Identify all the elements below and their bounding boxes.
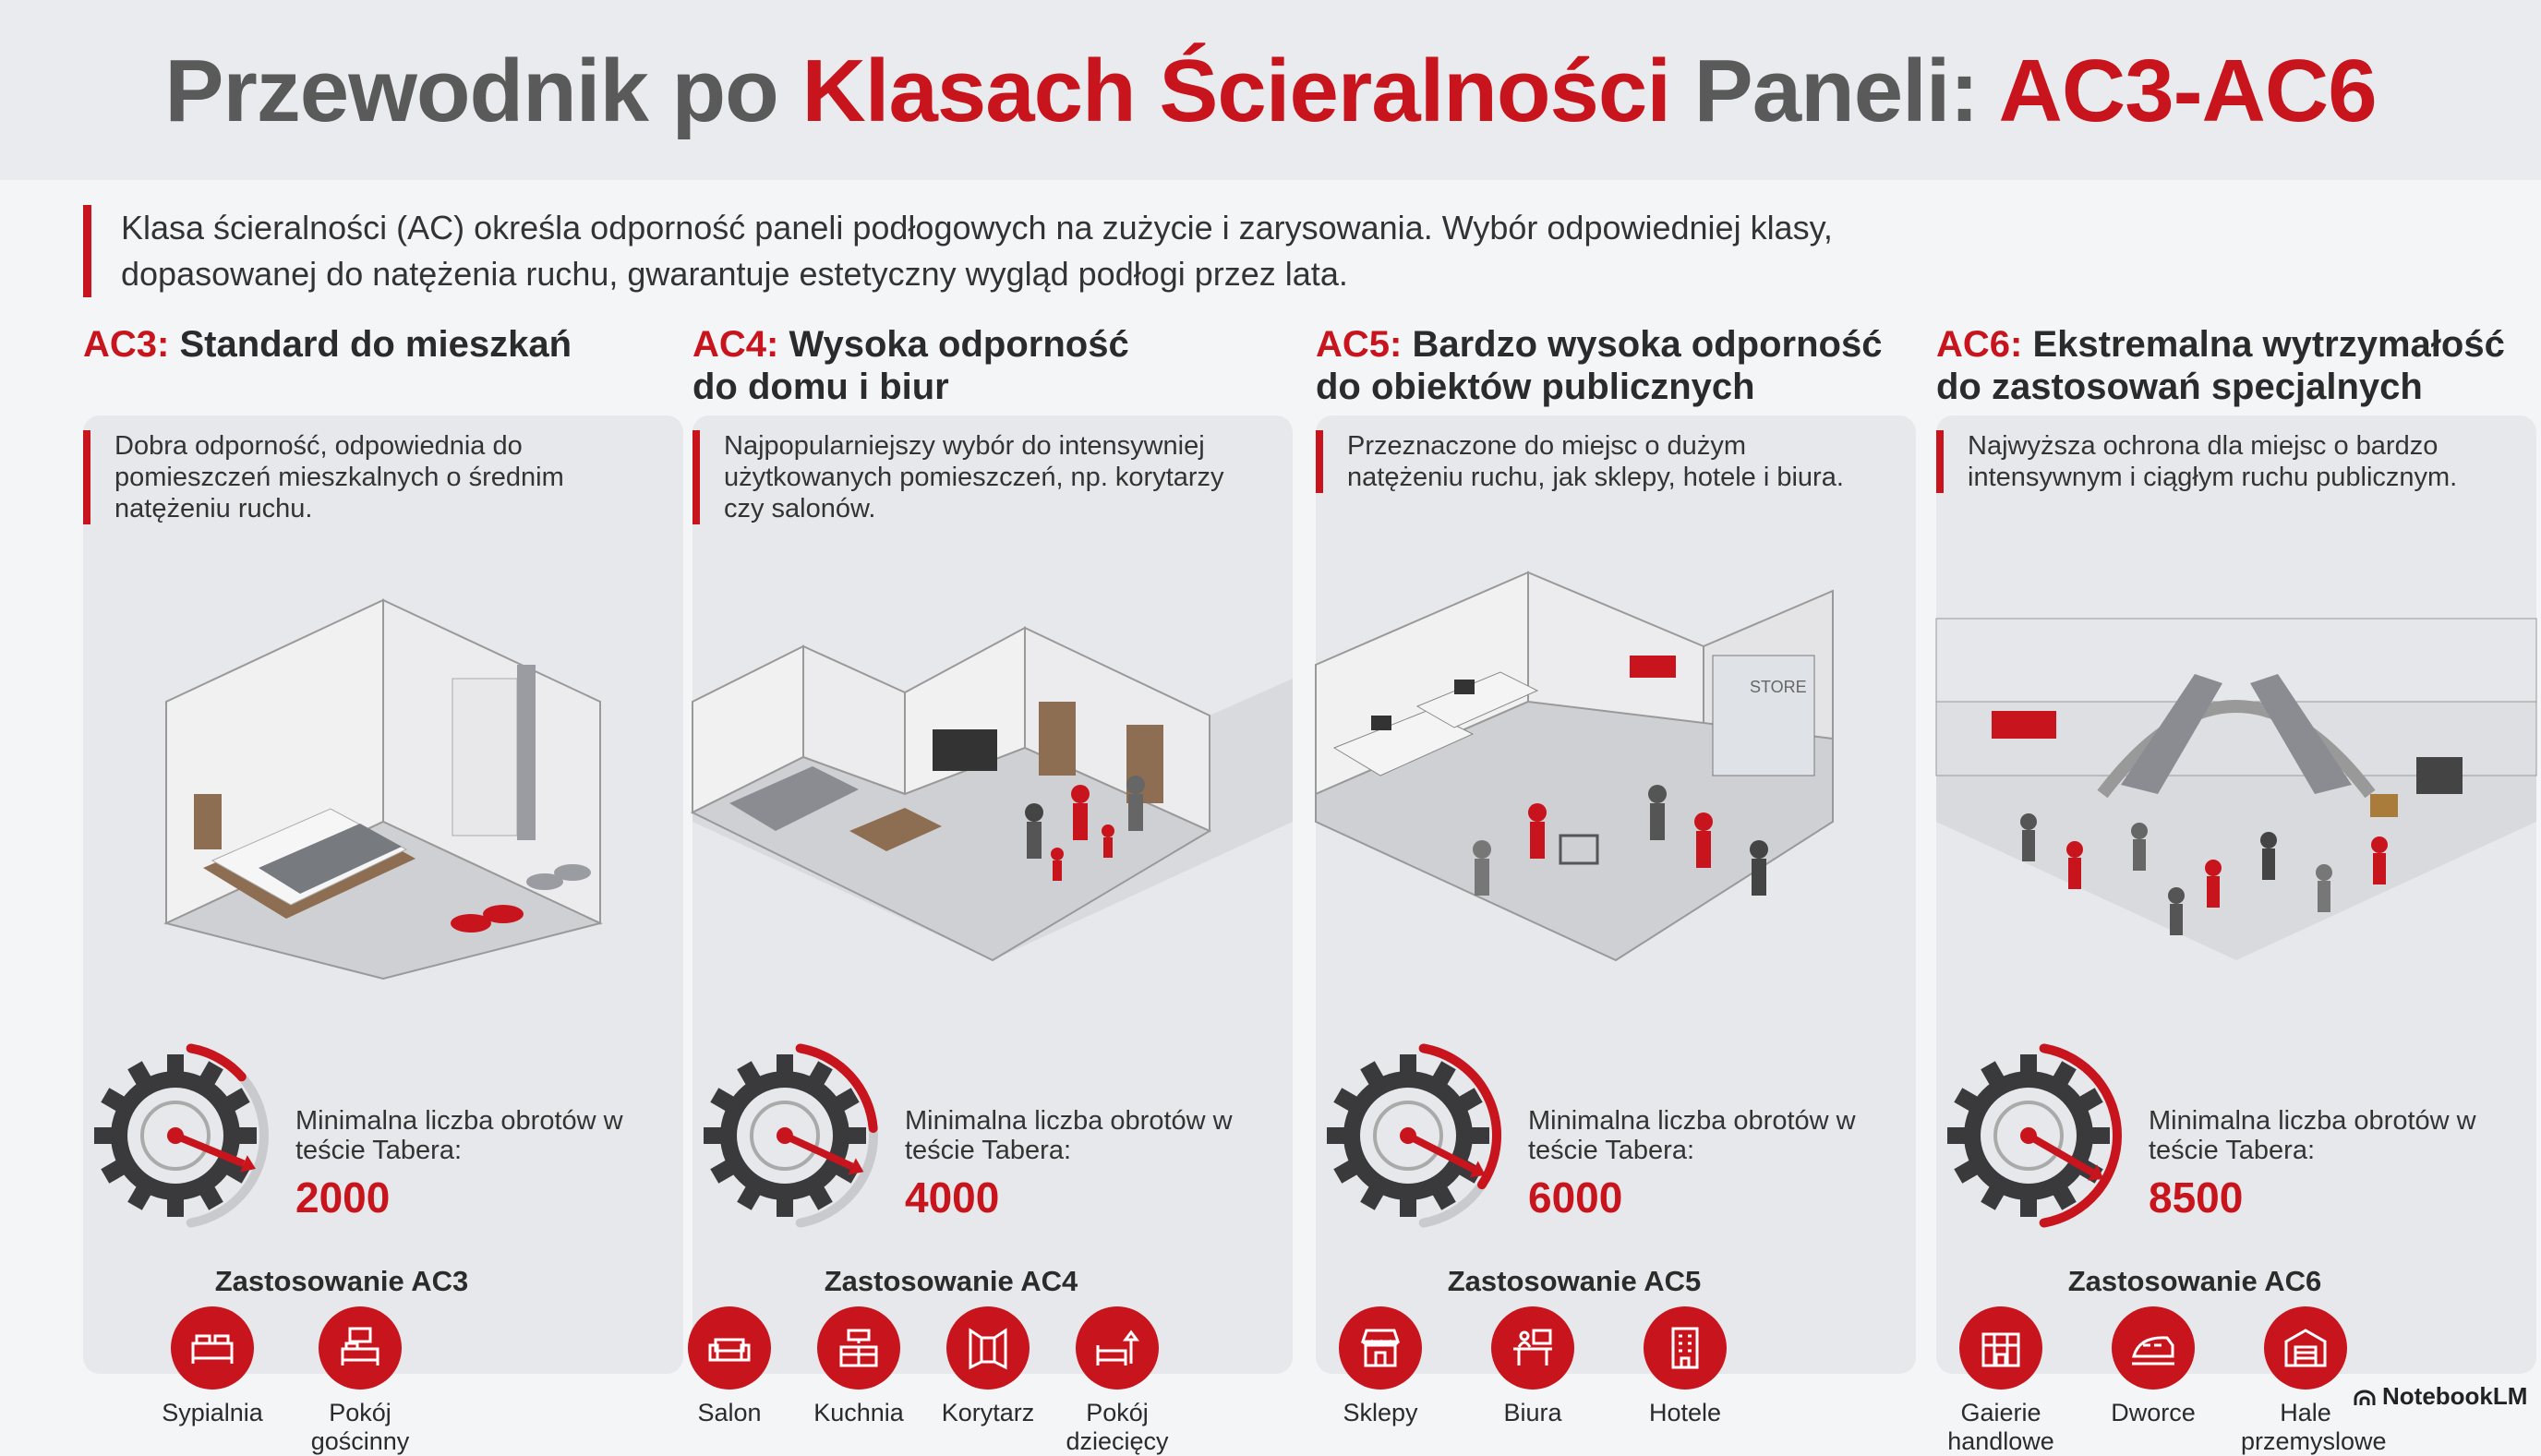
- taber-value: 4000: [905, 1173, 1000, 1221]
- taber-gauge: [1323, 1043, 1508, 1228]
- mall-icon: [1959, 1306, 2042, 1390]
- class-card: [692, 415, 1293, 1455]
- page-title: [0, 41, 2541, 142]
- usage-label: Hale przemyslowe: [2241, 1399, 2387, 1455]
- gauge-hub: [2020, 1127, 2037, 1144]
- kitchen-icon: [817, 1306, 900, 1390]
- usage-label: Hotele: [1648, 1399, 1722, 1426]
- gauge-hub: [1400, 1127, 1416, 1144]
- mall-illustration: [1936, 517, 2536, 997]
- class-card: [83, 415, 683, 1455]
- usage-title: Zastosowanie AC5: [1447, 1265, 1702, 1297]
- gauge-hub: [777, 1127, 793, 1144]
- bedroom-illustration: [83, 517, 683, 997]
- class-code: AC6:: [1936, 324, 2023, 365]
- usage-label: Pokój gościnny: [310, 1399, 410, 1455]
- usage-label: Kuchnia: [813, 1399, 904, 1426]
- title-line-1: Wysoka odporność: [789, 324, 1129, 365]
- title-line-2: do zastosowań specjalnych: [1936, 367, 2423, 407]
- title-part-2: Klasach Ścieralności: [801, 42, 1670, 140]
- taber-value: 6000: [1528, 1173, 1623, 1221]
- title-line-1: Standard do mieszkań: [179, 324, 572, 365]
- usage-label: Korytarz: [941, 1399, 1035, 1426]
- living-room-illustration: [692, 517, 1293, 997]
- notebooklm-logo-icon: [2353, 1389, 2377, 1407]
- class-code: AC4:: [692, 324, 779, 365]
- column-title: [1936, 323, 2536, 408]
- class-description: Dobra odporność, odpowiednia do pomieszczeń mieszkalnych o średnim natężeniu ruchu.: [83, 430, 628, 524]
- taber-label: Minimalna liczba obrotów w teście Tabera:: [905, 1106, 1233, 1165]
- class-card: [1316, 415, 1916, 1426]
- class-column-ac5: [1316, 323, 1916, 1426]
- taber-value: 8500: [2149, 1173, 2244, 1221]
- taber-gauge: [700, 1043, 885, 1228]
- taber-label: Minimalna liczba obrotów w teście Tabera:: [1528, 1106, 1856, 1165]
- warehouse-icon: [2264, 1306, 2347, 1390]
- taber-value: 2000: [295, 1173, 391, 1221]
- class-description: Najwyższa ochrona dla miejsc o bardzo intensywnym i ciągłym ruchu publicznym.: [1936, 430, 2481, 493]
- usage-label: Biura: [1503, 1399, 1562, 1426]
- usage-title: Zastosowanie AC6: [2067, 1265, 2322, 1297]
- title-line-2: do domu i biur: [692, 367, 949, 407]
- office-store-illustration: [1316, 517, 1916, 997]
- title-part-3: Paneli:: [1669, 42, 1999, 140]
- column-title: [1316, 323, 1916, 408]
- store-sign: STORE: [1750, 678, 1807, 696]
- gauge-hub: [167, 1127, 184, 1144]
- guest-bed-icon: [319, 1306, 402, 1390]
- brand-label: NotebookLM: [2382, 1382, 2528, 1410]
- class-description: Przeznaczone do miejsc o dużym natężeniu ruchu, jak sklepy, hotele i biura.: [1316, 430, 1861, 493]
- class-code: AC5:: [1316, 324, 1403, 365]
- usage-title: Zastosowanie AC3: [214, 1265, 469, 1297]
- class-column-ac3: [83, 323, 683, 1455]
- column-title: [692, 323, 1293, 408]
- title-line-1: Bardzo wysoka odporność: [1412, 324, 1883, 365]
- usage-label: Pokój dziecięcy: [1066, 1399, 1169, 1455]
- title-line-1: Ekstremalna wytrzymałość: [2032, 324, 2505, 365]
- title-part-4: AC3-AC6: [1998, 42, 2377, 140]
- hallway-icon: [946, 1306, 1030, 1390]
- usage-label: Salon: [697, 1399, 762, 1426]
- office-desk-icon: [1491, 1306, 1574, 1390]
- column-title: [83, 323, 683, 366]
- bed-icon: [171, 1306, 254, 1390]
- taber-label: Minimalna liczba obrotów w teście Tabera:: [2149, 1106, 2476, 1165]
- usage-title: Zastosowanie AC4: [824, 1265, 1078, 1297]
- shop-icon: [1339, 1306, 1422, 1390]
- class-column-ac4: [692, 323, 1293, 1455]
- taber-gauge: [90, 1043, 275, 1228]
- hotel-icon: [1644, 1306, 1727, 1390]
- kids-room-icon: [1076, 1306, 1159, 1390]
- usage-label: Sypialnia: [162, 1399, 263, 1426]
- taber-label: Minimalna liczba obrotów w teście Tabera:: [295, 1106, 623, 1165]
- notebooklm-brand: [2353, 1382, 2527, 1411]
- sofa-icon: [688, 1306, 771, 1390]
- taber-gauge: [1944, 1043, 2128, 1228]
- title-part-1: Przewodnik po: [164, 42, 802, 140]
- usage-label: Sklepy: [1343, 1399, 1418, 1426]
- class-description: Najpopularniejszy wybór do intensywniej użytkowanych pomieszczeń, np. korytarzy czy salonów.: [692, 430, 1237, 524]
- usage-label: Dworce: [2111, 1399, 2196, 1426]
- intro-text: Klasa ścieralności (AC) określa odporność paneli podłogowych na zużycie i zarysowania. Wybór odpowiedniej klasy, dopasowanej do natężenia ruchu, gwarantuje estetyczny wygląd podłogi przez lata.: [83, 205, 1837, 297]
- usage-label: Gaierie handlowe: [1947, 1399, 2054, 1455]
- title-line-2: do obiektów publicznych: [1316, 367, 1755, 407]
- class-code: AC3:: [83, 324, 170, 365]
- train-icon: [2112, 1306, 2195, 1390]
